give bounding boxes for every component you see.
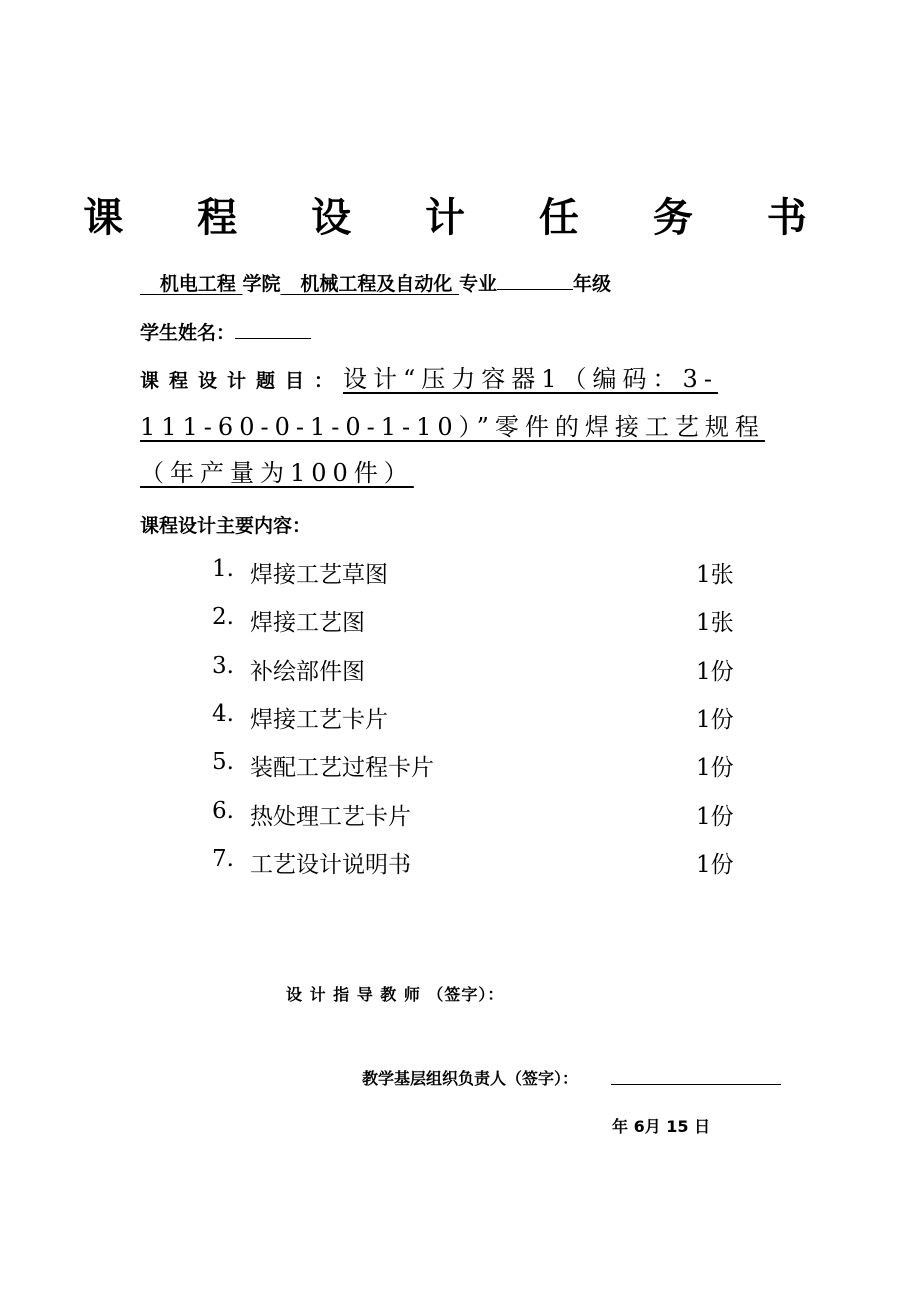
list-item-quantity: 1份 — [696, 804, 734, 830]
list-item-number: 3. — [212, 653, 234, 679]
list-item-number: 2. — [212, 604, 234, 630]
list-item-quantity: 1份 — [696, 707, 734, 733]
head-signature-blank — [611, 1084, 781, 1085]
college-suffix: 学院 — [242, 273, 281, 295]
teacher-signature-label: 设 计 指 导 教 师 （签字）： — [286, 985, 505, 1004]
list-item-name: 装配工艺过程卡片 — [250, 755, 434, 781]
list-item-quantity: 1张 — [696, 610, 734, 636]
major-field: 机械工程及自动化 — [300, 273, 453, 295]
contents-label: 课程设计主要内容： — [140, 515, 312, 537]
list-item-quantity: 1份 — [696, 852, 734, 878]
major-suffix: 专业 — [459, 273, 498, 295]
list-item-name: 焊接工艺卡片 — [250, 707, 388, 733]
list-item-number: 4. — [212, 701, 234, 727]
list-item-number: 7. — [212, 846, 234, 872]
head-signature-line — [362, 1066, 578, 1089]
grade-blank — [497, 288, 573, 290]
list-item-number: 1. — [212, 556, 234, 582]
college-field: 机电工程 — [159, 273, 236, 295]
document-title: 课 程 设 计 任 务 书 — [83, 194, 837, 241]
design-topic — [140, 356, 780, 496]
list-item-quantity: 1张 — [696, 562, 734, 588]
header-line — [140, 269, 611, 296]
list-item-quantity: 1份 — [696, 659, 734, 685]
list-item-name: 补绘部件图 — [250, 659, 365, 685]
student-name-line — [140, 318, 311, 345]
student-name-label: 学生姓名： — [140, 322, 236, 344]
head-signature-label: 教学基层组织负责人（签字）： — [362, 1069, 579, 1088]
list-item-name: 焊接工艺图 — [250, 610, 365, 636]
date-line: 年 6月 15 日 — [612, 1117, 711, 1136]
grade-suffix: 年级 — [573, 273, 612, 295]
student-name-blank — [235, 337, 311, 339]
list-item-name: 热处理工艺卡片 — [250, 804, 411, 830]
list-item-name: 焊接工艺草图 — [250, 562, 388, 588]
list-item-name: 工艺设计说明书 — [250, 852, 411, 878]
list-item-number: 5. — [212, 749, 234, 775]
topic-text: 设计“压力容器1（编码：3-111-60-0-1-0-1-10）”零件的焊接工艺规程（年产量为100件） — [140, 365, 765, 487]
list-item-number: 6. — [212, 798, 234, 824]
list-item-quantity: 1份 — [696, 755, 734, 781]
topic-label: 课程设计题目： — [140, 370, 344, 392]
